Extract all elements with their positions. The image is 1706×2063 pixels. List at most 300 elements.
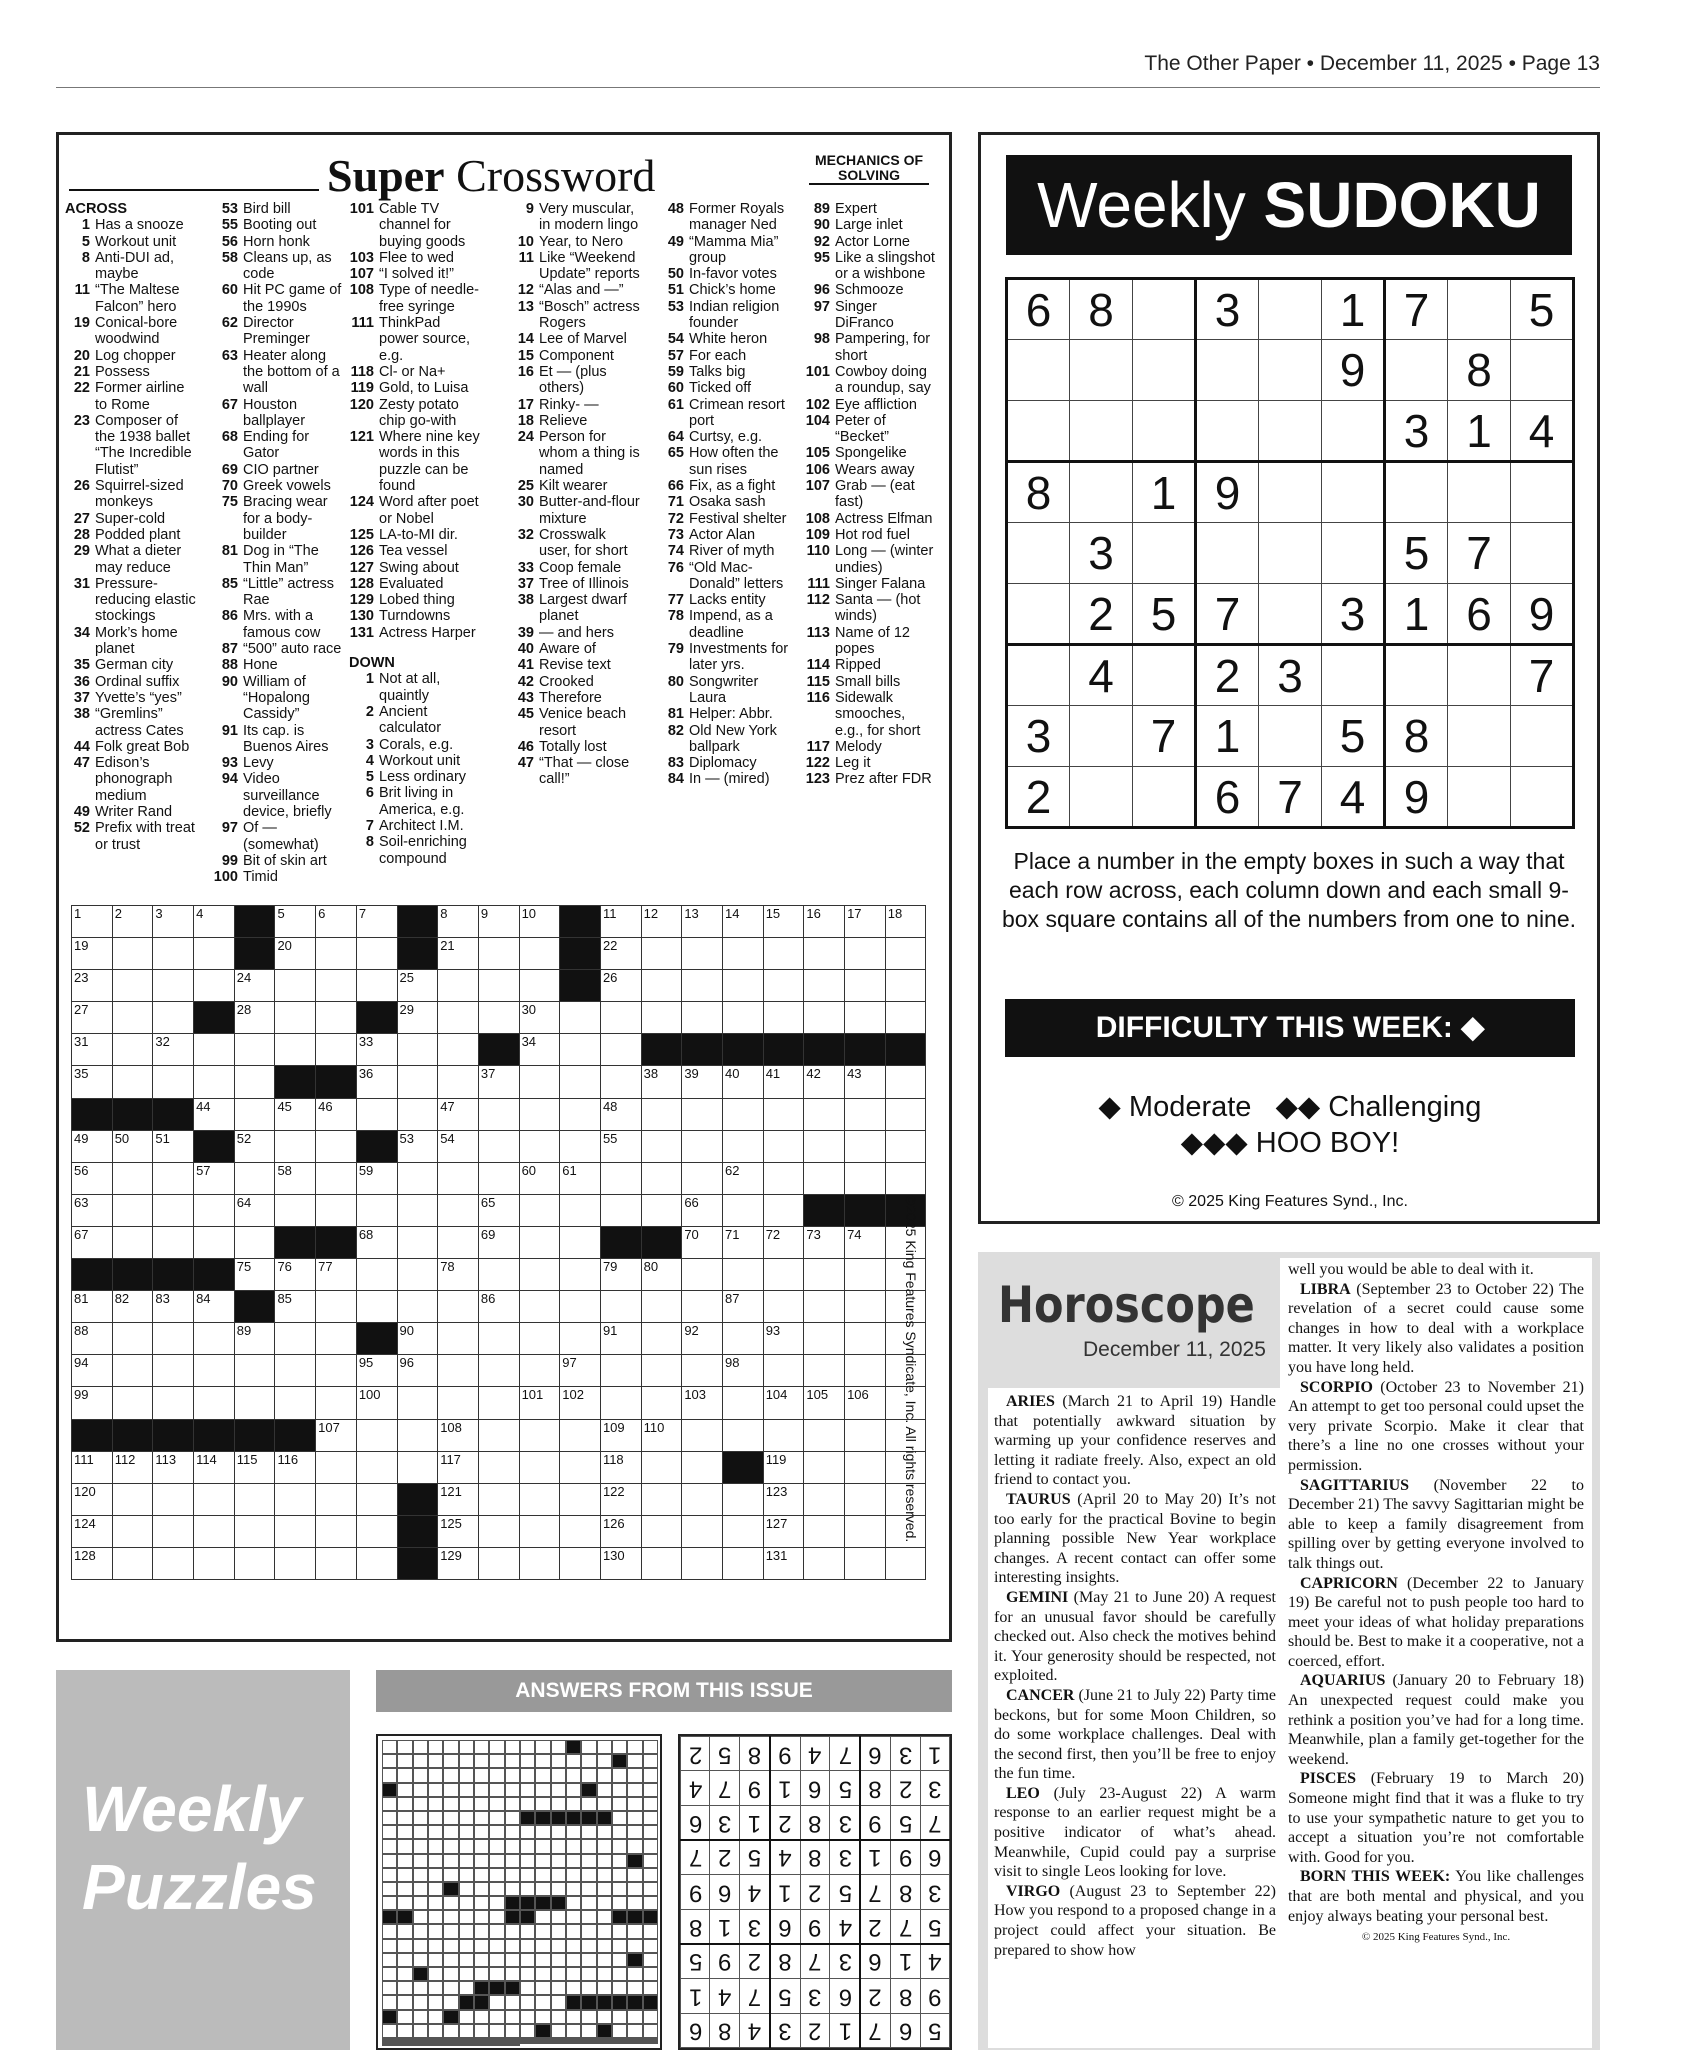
- grid-cell[interactable]: [112, 1226, 153, 1258]
- grid-cell[interactable]: [845, 1259, 886, 1291]
- grid-cell[interactable]: 111: [72, 1451, 113, 1483]
- grid-cell[interactable]: 103: [682, 1387, 723, 1419]
- grid-cell[interactable]: [682, 1515, 723, 1547]
- grid-cell[interactable]: 44: [194, 1098, 235, 1130]
- grid-cell[interactable]: 55: [600, 1130, 641, 1162]
- grid-cell[interactable]: [153, 1162, 194, 1194]
- grid-cell[interactable]: [438, 1291, 479, 1323]
- grid-cell[interactable]: 78: [438, 1259, 479, 1291]
- grid-cell[interactable]: [519, 1515, 560, 1547]
- grid-cell[interactable]: 15: [763, 906, 804, 938]
- grid-cell[interactable]: [397, 1162, 438, 1194]
- grid-cell[interactable]: 66: [682, 1194, 723, 1226]
- grid-cell[interactable]: 32: [153, 1034, 194, 1066]
- grid-cell[interactable]: [519, 1130, 560, 1162]
- sudoku-cell[interactable]: [1007, 584, 1070, 645]
- grid-cell[interactable]: 85: [275, 1291, 316, 1323]
- grid-cell[interactable]: 19: [72, 938, 113, 970]
- grid-cell[interactable]: 35: [72, 1066, 113, 1098]
- grid-cell[interactable]: 99: [72, 1387, 113, 1419]
- grid-cell[interactable]: 91: [600, 1323, 641, 1355]
- grid-cell[interactable]: 122: [600, 1483, 641, 1515]
- grid-cell[interactable]: [112, 1162, 153, 1194]
- grid-cell[interactable]: [153, 1194, 194, 1226]
- grid-cell[interactable]: [845, 1419, 886, 1451]
- grid-cell[interactable]: 82: [112, 1291, 153, 1323]
- grid-cell[interactable]: 30: [519, 1002, 560, 1034]
- grid-cell[interactable]: 31: [72, 1034, 113, 1066]
- grid-cell[interactable]: [438, 1355, 479, 1387]
- grid-cell[interactable]: [478, 970, 519, 1002]
- grid-cell[interactable]: [600, 1194, 641, 1226]
- grid-cell[interactable]: [519, 1066, 560, 1098]
- grid-cell[interactable]: [560, 1226, 601, 1258]
- grid-cell[interactable]: 54: [438, 1130, 479, 1162]
- grid-cell[interactable]: 42: [804, 1066, 845, 1098]
- sudoku-cell[interactable]: [1385, 462, 1448, 523]
- grid-cell[interactable]: [723, 1002, 764, 1034]
- grid-cell[interactable]: 75: [234, 1259, 275, 1291]
- grid-cell[interactable]: [316, 1323, 357, 1355]
- grid-cell[interactable]: [234, 1066, 275, 1098]
- grid-cell[interactable]: [641, 1387, 682, 1419]
- grid-cell[interactable]: 125: [438, 1515, 479, 1547]
- grid-cell[interactable]: [560, 1451, 601, 1483]
- grid-cell[interactable]: [560, 1515, 601, 1547]
- grid-cell[interactable]: [845, 1323, 886, 1355]
- grid-cell[interactable]: 70: [682, 1226, 723, 1258]
- sudoku-cell[interactable]: [1133, 340, 1196, 401]
- grid-cell[interactable]: 128: [72, 1547, 113, 1579]
- grid-cell[interactable]: [194, 1194, 235, 1226]
- grid-cell[interactable]: [885, 1002, 926, 1034]
- grid-cell[interactable]: [397, 1226, 438, 1258]
- grid-cell[interactable]: [763, 1194, 804, 1226]
- grid-cell[interactable]: 22: [600, 938, 641, 970]
- grid-cell[interactable]: [153, 1002, 194, 1034]
- grid-cell[interactable]: [560, 1130, 601, 1162]
- grid-cell[interactable]: 24: [234, 970, 275, 1002]
- grid-cell[interactable]: [723, 938, 764, 970]
- grid-cell[interactable]: [397, 1194, 438, 1226]
- grid-cell[interactable]: [845, 970, 886, 1002]
- sudoku-cell[interactable]: [1322, 401, 1385, 462]
- grid-cell[interactable]: 40: [723, 1066, 764, 1098]
- sudoku-cell[interactable]: [1511, 523, 1574, 584]
- grid-cell[interactable]: 90: [397, 1323, 438, 1355]
- grid-cell[interactable]: 23: [72, 970, 113, 1002]
- grid-cell[interactable]: 115: [234, 1451, 275, 1483]
- grid-cell[interactable]: [316, 938, 357, 970]
- grid-cell[interactable]: [845, 1451, 886, 1483]
- grid-cell[interactable]: [682, 1002, 723, 1034]
- grid-cell[interactable]: [560, 1098, 601, 1130]
- grid-cell[interactable]: [885, 1162, 926, 1194]
- grid-cell[interactable]: [234, 1226, 275, 1258]
- grid-cell[interactable]: 61: [560, 1162, 601, 1194]
- grid-cell[interactable]: [804, 1355, 845, 1387]
- grid-cell[interactable]: 16: [804, 906, 845, 938]
- sudoku-cell[interactable]: [1196, 340, 1259, 401]
- grid-cell[interactable]: [519, 1194, 560, 1226]
- grid-cell[interactable]: [641, 1162, 682, 1194]
- grid-cell[interactable]: 123: [763, 1483, 804, 1515]
- grid-cell[interactable]: [560, 1259, 601, 1291]
- grid-cell[interactable]: [845, 938, 886, 970]
- grid-cell[interactable]: 6: [316, 906, 357, 938]
- grid-cell[interactable]: 8: [438, 906, 479, 938]
- crossword-grid[interactable]: [71, 905, 926, 1580]
- grid-cell[interactable]: [234, 1387, 275, 1419]
- grid-cell[interactable]: [519, 938, 560, 970]
- grid-cell[interactable]: [275, 1130, 316, 1162]
- grid-cell[interactable]: [438, 1387, 479, 1419]
- grid-cell[interactable]: [723, 1419, 764, 1451]
- grid-cell[interactable]: [641, 1483, 682, 1515]
- grid-cell[interactable]: 72: [763, 1226, 804, 1258]
- grid-cell[interactable]: [519, 1419, 560, 1451]
- grid-cell[interactable]: [316, 1355, 357, 1387]
- grid-cell[interactable]: 13: [682, 906, 723, 938]
- grid-cell[interactable]: [682, 938, 723, 970]
- grid-cell[interactable]: [112, 1355, 153, 1387]
- grid-cell[interactable]: [885, 1066, 926, 1098]
- grid-cell[interactable]: [682, 1291, 723, 1323]
- grid-cell[interactable]: [519, 1451, 560, 1483]
- grid-cell[interactable]: 62: [723, 1162, 764, 1194]
- grid-cell[interactable]: [845, 1098, 886, 1130]
- grid-cell[interactable]: [397, 1066, 438, 1098]
- sudoku-cell[interactable]: [1070, 340, 1133, 401]
- grid-cell[interactable]: 73: [804, 1226, 845, 1258]
- grid-cell[interactable]: [641, 1291, 682, 1323]
- grid-cell[interactable]: [397, 1259, 438, 1291]
- grid-cell[interactable]: 17: [845, 906, 886, 938]
- grid-cell[interactable]: [153, 938, 194, 970]
- grid-cell[interactable]: [600, 1034, 641, 1066]
- grid-cell[interactable]: [723, 1259, 764, 1291]
- sudoku-cell[interactable]: [1448, 706, 1511, 767]
- grid-cell[interactable]: 80: [641, 1259, 682, 1291]
- grid-cell[interactable]: [763, 1419, 804, 1451]
- grid-cell[interactable]: 121: [438, 1483, 479, 1515]
- grid-cell[interactable]: 68: [356, 1226, 397, 1258]
- grid-cell[interactable]: [682, 1419, 723, 1451]
- grid-cell[interactable]: [234, 1162, 275, 1194]
- grid-cell[interactable]: [804, 1451, 845, 1483]
- grid-cell[interactable]: 27: [72, 1002, 113, 1034]
- grid-cell[interactable]: [397, 1291, 438, 1323]
- grid-cell[interactable]: [316, 1034, 357, 1066]
- sudoku-cell[interactable]: [1007, 645, 1070, 706]
- grid-cell[interactable]: 63: [72, 1194, 113, 1226]
- grid-cell[interactable]: [316, 1130, 357, 1162]
- grid-cell[interactable]: [112, 1387, 153, 1419]
- grid-cell[interactable]: [723, 1323, 764, 1355]
- grid-cell[interactable]: [478, 1451, 519, 1483]
- grid-cell[interactable]: 83: [153, 1291, 194, 1323]
- grid-cell[interactable]: 104: [763, 1387, 804, 1419]
- grid-cell[interactable]: [723, 970, 764, 1002]
- sudoku-cell[interactable]: [1070, 706, 1133, 767]
- grid-cell[interactable]: [438, 1034, 479, 1066]
- grid-cell[interactable]: 57: [194, 1162, 235, 1194]
- grid-cell[interactable]: [723, 1098, 764, 1130]
- grid-cell[interactable]: [682, 1451, 723, 1483]
- grid-cell[interactable]: [723, 1130, 764, 1162]
- grid-cell[interactable]: [804, 1098, 845, 1130]
- grid-cell[interactable]: [682, 1355, 723, 1387]
- grid-cell[interactable]: 106: [845, 1387, 886, 1419]
- grid-cell[interactable]: [275, 1547, 316, 1579]
- grid-cell[interactable]: [763, 1002, 804, 1034]
- grid-cell[interactable]: [478, 938, 519, 970]
- grid-cell[interactable]: 71: [723, 1226, 764, 1258]
- grid-cell[interactable]: [194, 1355, 235, 1387]
- grid-cell[interactable]: [560, 1419, 601, 1451]
- grid-cell[interactable]: 2: [112, 906, 153, 938]
- sudoku-cell[interactable]: [1070, 767, 1133, 828]
- grid-cell[interactable]: 52: [234, 1130, 275, 1162]
- grid-cell[interactable]: [763, 1098, 804, 1130]
- grid-cell[interactable]: 34: [519, 1034, 560, 1066]
- grid-cell[interactable]: [478, 1098, 519, 1130]
- grid-cell[interactable]: [153, 1323, 194, 1355]
- grid-cell[interactable]: 131: [763, 1547, 804, 1579]
- grid-cell[interactable]: [723, 1194, 764, 1226]
- grid-cell[interactable]: 88: [72, 1323, 113, 1355]
- grid-cell[interactable]: 9: [478, 906, 519, 938]
- sudoku-cell[interactable]: [1322, 462, 1385, 523]
- grid-cell[interactable]: [316, 1194, 357, 1226]
- grid-cell[interactable]: 101: [519, 1387, 560, 1419]
- grid-cell[interactable]: 38: [641, 1066, 682, 1098]
- grid-cell[interactable]: [885, 970, 926, 1002]
- grid-cell[interactable]: 7: [356, 906, 397, 938]
- grid-cell[interactable]: 110: [641, 1419, 682, 1451]
- grid-cell[interactable]: 28: [234, 1002, 275, 1034]
- grid-cell[interactable]: [600, 1002, 641, 1034]
- grid-cell[interactable]: [316, 1387, 357, 1419]
- grid-cell[interactable]: [804, 938, 845, 970]
- grid-cell[interactable]: [723, 1387, 764, 1419]
- sudoku-cell[interactable]: [1259, 340, 1322, 401]
- sudoku-cell[interactable]: [1259, 279, 1322, 340]
- sudoku-cell[interactable]: [1448, 279, 1511, 340]
- grid-cell[interactable]: [845, 1355, 886, 1387]
- grid-cell[interactable]: [885, 1547, 926, 1579]
- sudoku-cell[interactable]: [1133, 767, 1196, 828]
- grid-cell[interactable]: [519, 1547, 560, 1579]
- grid-cell[interactable]: [275, 1515, 316, 1547]
- grid-cell[interactable]: [194, 1515, 235, 1547]
- grid-cell[interactable]: 97: [560, 1355, 601, 1387]
- grid-cell[interactable]: [560, 1034, 601, 1066]
- sudoku-cell[interactable]: [1259, 584, 1322, 645]
- grid-cell[interactable]: [112, 970, 153, 1002]
- grid-cell[interactable]: [153, 1355, 194, 1387]
- sudoku-cell[interactable]: [1133, 279, 1196, 340]
- sudoku-cell[interactable]: [1448, 645, 1511, 706]
- grid-cell[interactable]: [356, 1194, 397, 1226]
- grid-cell[interactable]: 95: [356, 1355, 397, 1387]
- grid-cell[interactable]: 120: [72, 1483, 113, 1515]
- grid-cell[interactable]: 98: [723, 1355, 764, 1387]
- grid-cell[interactable]: [438, 970, 479, 1002]
- grid-cell[interactable]: [316, 1451, 357, 1483]
- grid-cell[interactable]: [316, 1002, 357, 1034]
- grid-cell[interactable]: [804, 1547, 845, 1579]
- grid-cell[interactable]: [560, 1002, 601, 1034]
- grid-cell[interactable]: [316, 970, 357, 1002]
- grid-cell[interactable]: [112, 1323, 153, 1355]
- grid-cell[interactable]: [478, 1355, 519, 1387]
- grid-cell[interactable]: [845, 1130, 886, 1162]
- grid-cell[interactable]: [763, 1355, 804, 1387]
- grid-cell[interactable]: 49: [72, 1130, 113, 1162]
- grid-cell[interactable]: [194, 1387, 235, 1419]
- grid-cell[interactable]: [275, 1387, 316, 1419]
- sudoku-cell[interactable]: [1385, 645, 1448, 706]
- grid-cell[interactable]: 114: [194, 1451, 235, 1483]
- grid-cell[interactable]: 39: [682, 1066, 723, 1098]
- grid-cell[interactable]: [641, 1194, 682, 1226]
- grid-cell[interactable]: [519, 1291, 560, 1323]
- grid-cell[interactable]: [641, 970, 682, 1002]
- grid-cell[interactable]: 93: [763, 1323, 804, 1355]
- grid-cell[interactable]: [804, 1515, 845, 1547]
- grid-cell[interactable]: 100: [356, 1387, 397, 1419]
- grid-cell[interactable]: [234, 1483, 275, 1515]
- grid-cell[interactable]: [356, 1259, 397, 1291]
- grid-cell[interactable]: [804, 1291, 845, 1323]
- grid-cell[interactable]: [682, 970, 723, 1002]
- grid-cell[interactable]: 58: [275, 1162, 316, 1194]
- grid-cell[interactable]: [478, 1547, 519, 1579]
- grid-cell[interactable]: [478, 1323, 519, 1355]
- sudoku-cell[interactable]: [1448, 462, 1511, 523]
- grid-cell[interactable]: [600, 1387, 641, 1419]
- grid-cell[interactable]: [723, 1515, 764, 1547]
- grid-cell[interactable]: 113: [153, 1451, 194, 1483]
- grid-cell[interactable]: [153, 1226, 194, 1258]
- grid-cell[interactable]: [763, 938, 804, 970]
- grid-cell[interactable]: 118: [600, 1451, 641, 1483]
- grid-cell[interactable]: [438, 1162, 479, 1194]
- grid-cell[interactable]: 51: [153, 1130, 194, 1162]
- grid-cell[interactable]: [560, 1291, 601, 1323]
- sudoku-cell[interactable]: [1007, 340, 1070, 401]
- grid-cell[interactable]: [885, 938, 926, 970]
- sudoku-cell[interactable]: [1070, 462, 1133, 523]
- grid-cell[interactable]: 86: [478, 1291, 519, 1323]
- grid-cell[interactable]: [804, 970, 845, 1002]
- grid-cell[interactable]: [600, 1066, 641, 1098]
- grid-cell[interactable]: 119: [763, 1451, 804, 1483]
- grid-cell[interactable]: [641, 1451, 682, 1483]
- grid-cell[interactable]: 87: [723, 1291, 764, 1323]
- grid-cell[interactable]: [153, 1547, 194, 1579]
- grid-cell[interactable]: [194, 938, 235, 970]
- grid-cell[interactable]: [682, 1259, 723, 1291]
- grid-cell[interactable]: [112, 1483, 153, 1515]
- grid-cell[interactable]: [845, 1162, 886, 1194]
- grid-cell[interactable]: [519, 1323, 560, 1355]
- grid-cell[interactable]: [397, 1098, 438, 1130]
- grid-cell[interactable]: [356, 1483, 397, 1515]
- grid-cell[interactable]: 59: [356, 1162, 397, 1194]
- grid-cell[interactable]: [112, 1515, 153, 1547]
- grid-cell[interactable]: [194, 1323, 235, 1355]
- grid-cell[interactable]: [356, 1419, 397, 1451]
- grid-cell[interactable]: [600, 1162, 641, 1194]
- grid-cell[interactable]: 20: [275, 938, 316, 970]
- grid-cell[interactable]: [194, 1226, 235, 1258]
- grid-cell[interactable]: 29: [397, 1002, 438, 1034]
- grid-cell[interactable]: [641, 938, 682, 970]
- grid-cell[interactable]: 129: [438, 1547, 479, 1579]
- grid-cell[interactable]: 21: [438, 938, 479, 970]
- grid-cell[interactable]: [234, 1515, 275, 1547]
- grid-cell[interactable]: 3: [153, 906, 194, 938]
- grid-cell[interactable]: [682, 1547, 723, 1579]
- grid-cell[interactable]: [519, 1259, 560, 1291]
- sudoku-cell[interactable]: [1007, 401, 1070, 462]
- grid-cell[interactable]: 126: [600, 1515, 641, 1547]
- grid-cell[interactable]: [723, 1483, 764, 1515]
- grid-cell[interactable]: [438, 1323, 479, 1355]
- sudoku-cell[interactable]: [1259, 462, 1322, 523]
- grid-cell[interactable]: 127: [763, 1515, 804, 1547]
- grid-cell[interactable]: 109: [600, 1419, 641, 1451]
- grid-cell[interactable]: [153, 1515, 194, 1547]
- grid-cell[interactable]: 124: [72, 1515, 113, 1547]
- grid-cell[interactable]: [275, 1323, 316, 1355]
- grid-cell[interactable]: 116: [275, 1451, 316, 1483]
- grid-cell[interactable]: 1: [72, 906, 113, 938]
- grid-cell[interactable]: 64: [234, 1194, 275, 1226]
- grid-cell[interactable]: 108: [438, 1419, 479, 1451]
- grid-cell[interactable]: [234, 1034, 275, 1066]
- grid-cell[interactable]: 36: [356, 1066, 397, 1098]
- grid-cell[interactable]: [153, 1387, 194, 1419]
- sudoku-cell[interactable]: [1133, 401, 1196, 462]
- grid-cell[interactable]: [519, 970, 560, 1002]
- grid-cell[interactable]: [845, 1002, 886, 1034]
- grid-cell[interactable]: [804, 1002, 845, 1034]
- grid-cell[interactable]: [194, 1547, 235, 1579]
- grid-cell[interactable]: [112, 1547, 153, 1579]
- grid-cell[interactable]: [356, 1291, 397, 1323]
- grid-cell[interactable]: [234, 1098, 275, 1130]
- grid-cell[interactable]: [519, 1483, 560, 1515]
- grid-cell[interactable]: [438, 1194, 479, 1226]
- grid-cell[interactable]: [397, 1387, 438, 1419]
- grid-cell[interactable]: [519, 1098, 560, 1130]
- grid-cell[interactable]: [397, 1451, 438, 1483]
- grid-cell[interactable]: [438, 1226, 479, 1258]
- grid-cell[interactable]: [845, 1515, 886, 1547]
- grid-cell[interactable]: 43: [845, 1066, 886, 1098]
- grid-cell[interactable]: [478, 1419, 519, 1451]
- grid-cell[interactable]: 26: [600, 970, 641, 1002]
- grid-cell[interactable]: [438, 1066, 479, 1098]
- grid-cell[interactable]: [275, 1034, 316, 1066]
- grid-cell[interactable]: [478, 1387, 519, 1419]
- grid-cell[interactable]: 46: [316, 1098, 357, 1130]
- grid-cell[interactable]: 81: [72, 1291, 113, 1323]
- grid-cell[interactable]: [682, 1098, 723, 1130]
